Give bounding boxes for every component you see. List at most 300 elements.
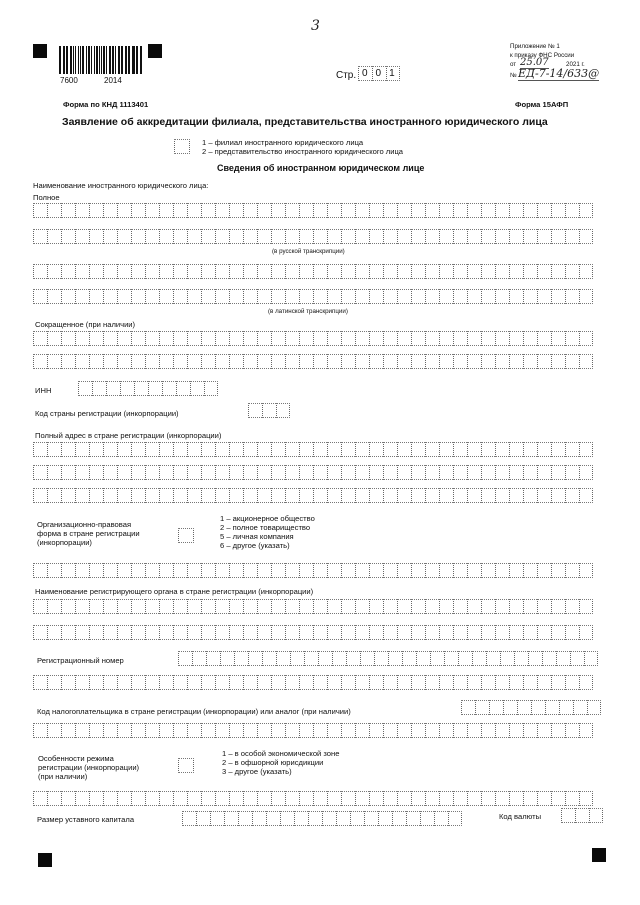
- full-name-ru-row-2[interactable]: [33, 229, 593, 244]
- input-cell[interactable]: [397, 625, 411, 640]
- input-cell[interactable]: [187, 264, 201, 279]
- input-cell[interactable]: [201, 289, 215, 304]
- input-cell[interactable]: [467, 203, 481, 218]
- input-cell[interactable]: [131, 442, 145, 457]
- input-cell[interactable]: [458, 651, 472, 666]
- input-cell[interactable]: [467, 442, 481, 457]
- input-cell[interactable]: [33, 229, 47, 244]
- input-cell[interactable]: [327, 675, 341, 690]
- input-cell[interactable]: [145, 203, 159, 218]
- input-cell[interactable]: [355, 625, 369, 640]
- input-cell[interactable]: [411, 465, 425, 480]
- input-cell[interactable]: [570, 651, 584, 666]
- input-cell[interactable]: [201, 229, 215, 244]
- input-cell[interactable]: [47, 723, 61, 738]
- input-cell[interactable]: [551, 599, 565, 614]
- input-cell[interactable]: [159, 289, 173, 304]
- input-cell[interactable]: [173, 442, 187, 457]
- input-cell[interactable]: [103, 442, 117, 457]
- input-cell[interactable]: [509, 625, 523, 640]
- input-cell[interactable]: [509, 465, 523, 480]
- address-row-3[interactable]: [33, 488, 593, 503]
- input-cell[interactable]: [89, 229, 103, 244]
- input-cell[interactable]: [78, 381, 92, 396]
- input-cell[interactable]: [173, 264, 187, 279]
- input-cell[interactable]: [196, 811, 210, 826]
- input-cell[interactable]: [332, 651, 346, 666]
- input-cell[interactable]: [341, 599, 355, 614]
- input-cell[interactable]: [187, 675, 201, 690]
- input-cell[interactable]: [453, 264, 467, 279]
- input-cell[interactable]: [453, 563, 467, 578]
- input-cell[interactable]: [173, 203, 187, 218]
- input-cell[interactable]: [89, 331, 103, 346]
- input-cell[interactable]: [271, 203, 285, 218]
- input-cell[interactable]: [61, 599, 75, 614]
- input-cell[interactable]: [75, 264, 89, 279]
- input-cell[interactable]: [47, 442, 61, 457]
- input-cell[interactable]: [453, 625, 467, 640]
- input-cell[interactable]: [229, 723, 243, 738]
- input-cell[interactable]: [397, 203, 411, 218]
- input-cell[interactable]: [579, 599, 593, 614]
- input-cell[interactable]: [204, 381, 218, 396]
- input-cell[interactable]: [341, 563, 355, 578]
- input-cell[interactable]: [341, 289, 355, 304]
- input-cell[interactable]: [388, 651, 402, 666]
- input-cell[interactable]: [327, 203, 341, 218]
- input-cell[interactable]: [173, 675, 187, 690]
- input-cell[interactable]: [47, 229, 61, 244]
- input-cell[interactable]: [89, 675, 103, 690]
- input-cell[interactable]: [131, 229, 145, 244]
- input-cell[interactable]: [453, 289, 467, 304]
- input-cell[interactable]: [467, 791, 481, 806]
- input-cell[interactable]: [201, 599, 215, 614]
- input-cell[interactable]: [383, 331, 397, 346]
- input-cell[interactable]: [406, 811, 420, 826]
- input-cell[interactable]: [89, 264, 103, 279]
- input-cell[interactable]: [523, 675, 537, 690]
- input-cell[interactable]: [159, 264, 173, 279]
- input-cell[interactable]: [215, 229, 229, 244]
- input-cell[interactable]: [33, 354, 47, 369]
- input-cell[interactable]: [271, 563, 285, 578]
- input-cell[interactable]: [131, 599, 145, 614]
- input-cell[interactable]: [453, 675, 467, 690]
- input-cell[interactable]: [182, 811, 196, 826]
- input-cell[interactable]: [439, 442, 453, 457]
- input-cell[interactable]: [565, 264, 579, 279]
- input-cell[interactable]: [285, 625, 299, 640]
- input-cell[interactable]: [285, 354, 299, 369]
- input-cell[interactable]: [551, 203, 565, 218]
- input-cell[interactable]: [537, 331, 551, 346]
- input-cell[interactable]: [117, 488, 131, 503]
- input-cell[interactable]: [327, 289, 341, 304]
- input-cell[interactable]: [425, 723, 439, 738]
- input-cell[interactable]: [89, 599, 103, 614]
- input-cell[interactable]: [565, 203, 579, 218]
- input-cell[interactable]: [47, 488, 61, 503]
- input-cell[interactable]: [299, 675, 313, 690]
- input-cell[interactable]: [75, 465, 89, 480]
- input-cell[interactable]: [173, 465, 187, 480]
- input-cell[interactable]: [120, 381, 134, 396]
- input-cell[interactable]: [33, 264, 47, 279]
- input-cell[interactable]: [411, 563, 425, 578]
- input-cell[interactable]: [61, 289, 75, 304]
- input-cell[interactable]: [33, 675, 47, 690]
- input-cell[interactable]: [523, 625, 537, 640]
- input-cell[interactable]: [397, 488, 411, 503]
- input-cell[interactable]: [341, 723, 355, 738]
- input-cell[interactable]: [556, 651, 570, 666]
- input-cell[interactable]: [145, 289, 159, 304]
- input-cell[interactable]: [397, 354, 411, 369]
- input-cell[interactable]: [327, 599, 341, 614]
- input-cell[interactable]: [299, 264, 313, 279]
- input-cell[interactable]: [271, 442, 285, 457]
- input-cell[interactable]: [383, 264, 397, 279]
- input-cell[interactable]: [355, 229, 369, 244]
- input-cell[interactable]: [565, 625, 579, 640]
- input-cell[interactable]: [322, 811, 336, 826]
- input-cell[interactable]: [495, 625, 509, 640]
- input-cell[interactable]: [285, 442, 299, 457]
- input-cell[interactable]: [215, 331, 229, 346]
- input-cell[interactable]: [229, 599, 243, 614]
- input-cell[interactable]: [145, 465, 159, 480]
- short-name-row-1[interactable]: [33, 331, 593, 346]
- input-cell[interactable]: [201, 264, 215, 279]
- input-cell[interactable]: [271, 264, 285, 279]
- input-cell[interactable]: [313, 625, 327, 640]
- input-cell[interactable]: [103, 354, 117, 369]
- input-cell[interactable]: [551, 264, 565, 279]
- input-cell[interactable]: [47, 331, 61, 346]
- input-cell[interactable]: [313, 675, 327, 690]
- input-cell[interactable]: [117, 442, 131, 457]
- input-cell[interactable]: [117, 599, 131, 614]
- input-cell[interactable]: [33, 331, 47, 346]
- input-cell[interactable]: [439, 264, 453, 279]
- input-cell[interactable]: [229, 264, 243, 279]
- input-cell[interactable]: [481, 791, 495, 806]
- input-cell[interactable]: [173, 723, 187, 738]
- input-cell[interactable]: [425, 289, 439, 304]
- input-cell[interactable]: [313, 354, 327, 369]
- input-cell[interactable]: [411, 289, 425, 304]
- input-cell[interactable]: [481, 563, 495, 578]
- input-cell[interactable]: [89, 625, 103, 640]
- input-cell[interactable]: [425, 791, 439, 806]
- input-cell[interactable]: [313, 229, 327, 244]
- input-cell[interactable]: [411, 442, 425, 457]
- input-cell[interactable]: [369, 723, 383, 738]
- input-cell[interactable]: [299, 625, 313, 640]
- input-cell[interactable]: [341, 442, 355, 457]
- input-cell[interactable]: [61, 442, 75, 457]
- input-cell[interactable]: [481, 488, 495, 503]
- input-cell[interactable]: [313, 723, 327, 738]
- input-cell[interactable]: [565, 354, 579, 369]
- input-cell[interactable]: [378, 811, 392, 826]
- input-cell[interactable]: [579, 442, 593, 457]
- input-cell[interactable]: [215, 563, 229, 578]
- input-cell[interactable]: [131, 625, 145, 640]
- input-cell[interactable]: [341, 791, 355, 806]
- input-cell[interactable]: [439, 599, 453, 614]
- input-cell[interactable]: [173, 488, 187, 503]
- input-cell[interactable]: [271, 723, 285, 738]
- input-cell[interactable]: [551, 289, 565, 304]
- input-cell[interactable]: [103, 331, 117, 346]
- input-cell[interactable]: [159, 488, 173, 503]
- input-cell[interactable]: [229, 289, 243, 304]
- input-cell[interactable]: [561, 808, 575, 823]
- input-cell[interactable]: [439, 723, 453, 738]
- input-cell[interactable]: [47, 625, 61, 640]
- input-cell[interactable]: [75, 723, 89, 738]
- reg-authority-row-2[interactable]: [33, 625, 593, 640]
- input-cell[interactable]: [117, 229, 131, 244]
- input-cell[interactable]: [486, 651, 500, 666]
- input-cell[interactable]: [551, 442, 565, 457]
- input-cell[interactable]: [509, 442, 523, 457]
- input-cell[interactable]: [537, 488, 551, 503]
- input-cell[interactable]: [341, 488, 355, 503]
- input-cell[interactable]: [559, 700, 573, 715]
- input-cell[interactable]: [397, 229, 411, 244]
- input-cell[interactable]: [229, 625, 243, 640]
- input-cell[interactable]: [481, 465, 495, 480]
- taxpayer-code-row-2[interactable]: [33, 723, 593, 738]
- input-cell[interactable]: [565, 599, 579, 614]
- input-cell[interactable]: [313, 465, 327, 480]
- input-cell[interactable]: [509, 331, 523, 346]
- input-cell[interactable]: [271, 625, 285, 640]
- input-cell[interactable]: [369, 791, 383, 806]
- input-cell[interactable]: [75, 791, 89, 806]
- input-cell[interactable]: [425, 625, 439, 640]
- input-cell[interactable]: [411, 488, 425, 503]
- input-cell[interactable]: [327, 465, 341, 480]
- input-cell[interactable]: [425, 675, 439, 690]
- input-cell[interactable]: [173, 599, 187, 614]
- input-cell[interactable]: [103, 625, 117, 640]
- input-cell[interactable]: [117, 264, 131, 279]
- input-cell[interactable]: [75, 229, 89, 244]
- input-cell[interactable]: [243, 625, 257, 640]
- input-cell[interactable]: [75, 442, 89, 457]
- input-cell[interactable]: [215, 442, 229, 457]
- input-cell[interactable]: [187, 465, 201, 480]
- input-cell[interactable]: [575, 808, 589, 823]
- input-cell[interactable]: [201, 203, 215, 218]
- input-cell[interactable]: [201, 625, 215, 640]
- input-cell[interactable]: [523, 229, 537, 244]
- input-cell[interactable]: [243, 723, 257, 738]
- input-cell[interactable]: [439, 625, 453, 640]
- input-cell[interactable]: [103, 723, 117, 738]
- input-cell[interactable]: [523, 331, 537, 346]
- input-cell[interactable]: [383, 203, 397, 218]
- input-cell[interactable]: [489, 700, 503, 715]
- input-cell[interactable]: [453, 203, 467, 218]
- input-cell[interactable]: [173, 229, 187, 244]
- input-cell[interactable]: [573, 700, 587, 715]
- input-cell[interactable]: [229, 442, 243, 457]
- input-cell[interactable]: [579, 675, 593, 690]
- input-cell[interactable]: [159, 599, 173, 614]
- input-cell[interactable]: [131, 723, 145, 738]
- input-cell[interactable]: [355, 563, 369, 578]
- input-cell[interactable]: [131, 354, 145, 369]
- input-cell[interactable]: [551, 675, 565, 690]
- input-cell[interactable]: [117, 289, 131, 304]
- input-cell[interactable]: [215, 791, 229, 806]
- input-cell[interactable]: [565, 229, 579, 244]
- input-cell[interactable]: [145, 675, 159, 690]
- input-cell[interactable]: [271, 791, 285, 806]
- input-cell[interactable]: [355, 675, 369, 690]
- input-cell[interactable]: [523, 264, 537, 279]
- input-cell[interactable]: [131, 563, 145, 578]
- input-cell[interactable]: [500, 651, 514, 666]
- input-cell[interactable]: [271, 675, 285, 690]
- input-cell[interactable]: [145, 599, 159, 614]
- reg-authority-row-1[interactable]: [33, 599, 593, 614]
- input-cell[interactable]: [327, 563, 341, 578]
- input-cell[interactable]: [103, 465, 117, 480]
- input-cell[interactable]: [47, 563, 61, 578]
- input-cell[interactable]: [159, 723, 173, 738]
- input-cell[interactable]: [579, 563, 593, 578]
- input-cell[interactable]: [187, 488, 201, 503]
- input-cell[interactable]: [33, 599, 47, 614]
- input-cell[interactable]: [355, 264, 369, 279]
- input-cell[interactable]: [47, 289, 61, 304]
- input-cell[interactable]: [467, 488, 481, 503]
- input-cell[interactable]: [271, 465, 285, 480]
- input-cell[interactable]: [33, 289, 47, 304]
- input-cell[interactable]: [402, 651, 416, 666]
- input-cell[interactable]: [271, 354, 285, 369]
- input-cell[interactable]: [439, 203, 453, 218]
- input-cell[interactable]: [439, 354, 453, 369]
- input-cell[interactable]: [215, 625, 229, 640]
- input-cell[interactable]: [117, 563, 131, 578]
- input-cell[interactable]: [392, 811, 406, 826]
- input-cell[interactable]: [145, 229, 159, 244]
- input-cell[interactable]: [537, 599, 551, 614]
- input-cell[interactable]: [481, 289, 495, 304]
- input-cell[interactable]: [430, 651, 444, 666]
- input-cell[interactable]: [215, 264, 229, 279]
- input-cell[interactable]: [89, 465, 103, 480]
- input-cell[interactable]: [61, 354, 75, 369]
- input-cell[interactable]: [257, 289, 271, 304]
- input-cell[interactable]: [271, 488, 285, 503]
- input-cell[interactable]: [201, 488, 215, 503]
- input-cell[interactable]: [299, 599, 313, 614]
- input-cell[interactable]: [453, 488, 467, 503]
- input-cell[interactable]: [481, 625, 495, 640]
- input-cell[interactable]: [383, 675, 397, 690]
- input-cell[interactable]: [61, 563, 75, 578]
- input-cell[interactable]: [509, 289, 523, 304]
- input-cell[interactable]: [383, 289, 397, 304]
- input-cell[interactable]: [523, 488, 537, 503]
- input-cell[interactable]: [89, 289, 103, 304]
- input-cell[interactable]: [201, 675, 215, 690]
- input-cell[interactable]: [579, 203, 593, 218]
- input-cell[interactable]: [434, 811, 448, 826]
- input-cell[interactable]: [355, 203, 369, 218]
- input-cell[interactable]: [425, 465, 439, 480]
- input-cell[interactable]: [397, 599, 411, 614]
- input-cell[interactable]: [117, 331, 131, 346]
- input-cell[interactable]: [475, 700, 489, 715]
- input-cell[interactable]: [47, 791, 61, 806]
- input-cell[interactable]: [551, 331, 565, 346]
- input-cell[interactable]: [397, 442, 411, 457]
- input-cell[interactable]: [229, 465, 243, 480]
- input-cell[interactable]: [285, 599, 299, 614]
- input-cell[interactable]: [341, 264, 355, 279]
- input-cell[interactable]: [439, 675, 453, 690]
- input-cell[interactable]: [201, 442, 215, 457]
- input-cell[interactable]: [537, 563, 551, 578]
- input-cell[interactable]: [453, 723, 467, 738]
- input-cell[interactable]: [145, 442, 159, 457]
- input-cell[interactable]: [579, 488, 593, 503]
- input-cell[interactable]: [327, 229, 341, 244]
- input-cell[interactable]: [75, 488, 89, 503]
- input-cell[interactable]: [551, 354, 565, 369]
- input-cell[interactable]: [411, 264, 425, 279]
- input-cell[interactable]: [318, 651, 332, 666]
- input-cell[interactable]: [89, 354, 103, 369]
- input-cell[interactable]: [589, 808, 603, 823]
- input-cell[interactable]: [411, 331, 425, 346]
- input-cell[interactable]: [215, 675, 229, 690]
- input-cell[interactable]: [551, 488, 565, 503]
- input-cell[interactable]: [75, 625, 89, 640]
- input-cell[interactable]: [313, 289, 327, 304]
- input-cell[interactable]: [439, 563, 453, 578]
- input-cell[interactable]: [509, 354, 523, 369]
- input-cell[interactable]: [117, 625, 131, 640]
- input-cell[interactable]: [565, 465, 579, 480]
- input-cell[interactable]: [285, 331, 299, 346]
- input-cell[interactable]: [229, 229, 243, 244]
- input-cell[interactable]: [467, 289, 481, 304]
- input-cell[interactable]: [383, 791, 397, 806]
- input-cell[interactable]: [159, 625, 173, 640]
- input-cell[interactable]: [495, 465, 509, 480]
- input-cell[interactable]: [481, 331, 495, 346]
- input-cell[interactable]: [364, 811, 378, 826]
- input-cell[interactable]: [33, 563, 47, 578]
- input-cell[interactable]: [355, 791, 369, 806]
- input-cell[interactable]: [33, 723, 47, 738]
- input-cell[interactable]: [467, 465, 481, 480]
- input-cell[interactable]: [159, 203, 173, 218]
- input-cell[interactable]: [61, 488, 75, 503]
- input-cell[interactable]: [495, 229, 509, 244]
